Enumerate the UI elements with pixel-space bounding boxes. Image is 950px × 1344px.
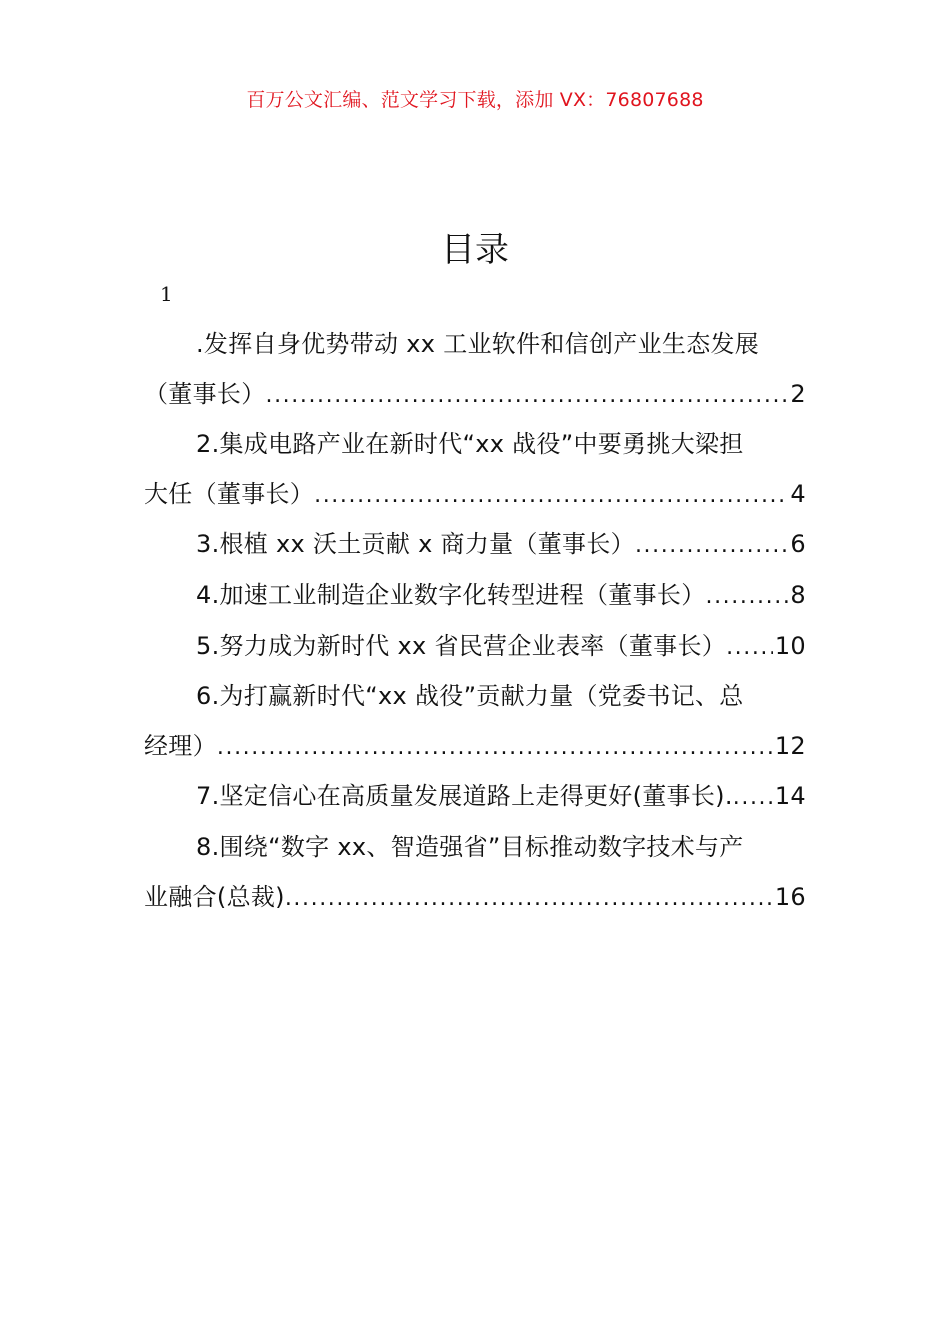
dot-leader (285, 874, 773, 924)
toc-page-number: 16 (774, 882, 806, 911)
dot-leader (706, 572, 789, 622)
toc-entry[interactable] (144, 520, 806, 571)
toc-entry-title: 8.围绕“数字 xx、智造强省”目标推动数字技术与产 (196, 832, 744, 861)
toc-page-number: 6 (790, 530, 806, 559)
toc-entry-leader-line (144, 470, 806, 521)
toc-entry-title: .发挥自身优势带动 xx 工业软件和信创产业生态发展 (196, 330, 760, 358)
dot-leader (266, 371, 789, 421)
toc-entry[interactable] (144, 320, 806, 420)
toc-page-number: 14 (774, 782, 806, 811)
toc-entry-title-continued: （董事长） (144, 379, 266, 408)
toc-entry-title-continued: 业融合(总裁) (144, 882, 285, 911)
toc-level-marker: 1 (160, 282, 173, 306)
toc-entry-leader-line (144, 520, 806, 571)
toc-entry-title: 5.努力成为新时代 xx 省民营企业表率（董事长） (196, 631, 727, 660)
dot-leader (217, 723, 773, 773)
toc-page-number: 2 (790, 379, 806, 408)
toc-entry-leader-line (144, 772, 806, 823)
toc-entry[interactable] (144, 772, 806, 823)
toc-entry[interactable] (144, 571, 806, 622)
toc-page-number: 8 (790, 580, 806, 609)
toc-entry-title-continued: 经理） (144, 731, 217, 760)
toc-entry[interactable] (144, 823, 806, 923)
dot-leader (726, 623, 773, 673)
toc-entry-leader-line (144, 571, 806, 622)
toc-entry-leader-line (144, 873, 806, 924)
dot-leader (635, 521, 788, 571)
toc-page-number: 12 (774, 731, 806, 760)
dot-leader (733, 773, 773, 823)
toc-entry-title: 4.加速工业制造企业数字化转型进程（董事长） (196, 580, 706, 609)
toc-entry-title: 7.坚定信心在高质量发展道路上走得更好(董事长). (196, 782, 733, 811)
toc-page-number: 10 (774, 631, 806, 660)
toc-entry[interactable] (144, 672, 806, 772)
toc-entry-leader-line (144, 370, 806, 421)
toc-entry[interactable] (144, 622, 806, 673)
toc-entry-title-continued: 大任（董事长） (144, 479, 315, 508)
watermark-header: 百万公文汇编、范文学习下载，添加 VX：76807688 (246, 89, 704, 111)
page-title: 目录 (441, 230, 509, 270)
toc-entry-title: 2.集成电路产业在新时代“xx 战役”中要勇挑大梁担 (196, 430, 744, 459)
toc-entry-leader-line (144, 722, 806, 773)
toc-entry-title: 6.为打赢新时代“xx 战役”贡献力量（党委书记、总 (196, 682, 744, 711)
dot-leader (314, 471, 788, 521)
toc-entry-title: 3.根植 xx 沃土贡献 x 商力量（董事长） (196, 530, 635, 559)
toc-entry[interactable] (144, 420, 806, 520)
toc-entry-leader-line (144, 622, 806, 673)
toc-page-number: 4 (790, 479, 806, 508)
table-of-contents (144, 320, 806, 923)
